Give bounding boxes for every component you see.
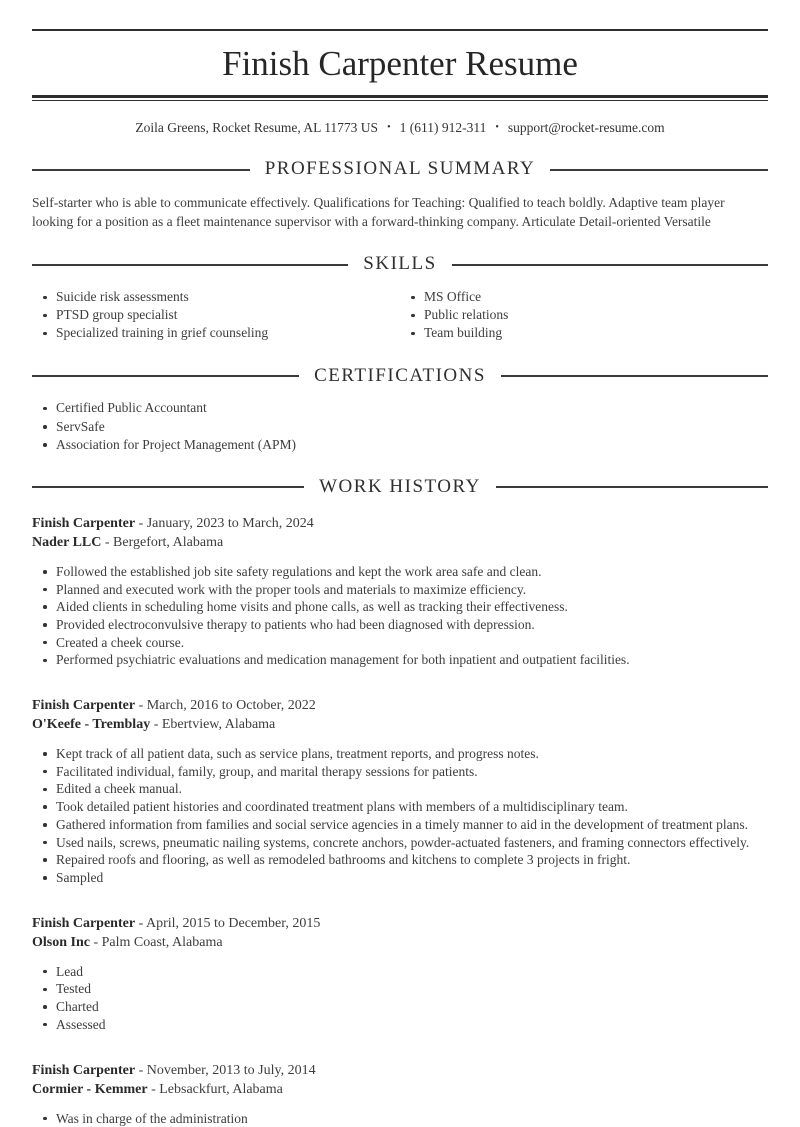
list-item-text: Lead (56, 964, 83, 979)
list-item-text: Charted (56, 999, 99, 1014)
heading-rule-right (501, 375, 768, 377)
contact-phone: 1 (611) 912-311 (400, 120, 487, 135)
list-item (400, 324, 768, 342)
job-company-line (32, 533, 768, 552)
certifications-list (32, 399, 768, 454)
bullet-icon (43, 641, 47, 645)
bullet-icon (43, 841, 47, 845)
dash-separator: - (150, 717, 162, 732)
bullet-icon (43, 425, 47, 429)
title-divider (32, 95, 768, 101)
heading-rule-right (550, 169, 768, 171)
summary-text: Self-starter who is able to communicate effectively. Qualifications for Teaching: Qualified to teach boldly. Adaptive team player looking for a position as a fleet maintenance supervisor with a forward-thinking company. Articulate Detail-oriented Versatile (32, 194, 768, 231)
job-title-line (32, 514, 768, 533)
job-dates: April, 2015 to December, 2015 (146, 916, 320, 931)
dash-separator: - (135, 698, 147, 713)
heading-rule-left (32, 169, 250, 171)
section-professional-summary (32, 158, 768, 231)
job-company-line (32, 933, 768, 952)
bullet-icon (43, 823, 47, 827)
list-item (32, 745, 768, 763)
list-item-text: Took detailed patient histories and coordinated treatment plans with members of a multidisciplinary team. (56, 799, 628, 814)
job-location: Bergefort, Alabama (113, 535, 223, 550)
list-item-text: Assessed (56, 1017, 106, 1032)
contact-name-address: Zoila Greens, Rocket Resume, AL 11773 US (135, 120, 378, 135)
job-entry (32, 514, 768, 669)
job-title-line (32, 1061, 768, 1080)
list-item (32, 418, 768, 436)
list-item-text: Team building (424, 325, 502, 340)
bullet-icon (43, 407, 47, 411)
bullet-icon (43, 570, 47, 574)
list-item-text: ServSafe (56, 419, 105, 434)
bullet-icon (43, 296, 47, 300)
heading-rule-right (496, 486, 768, 488)
heading-rule-left (32, 375, 299, 377)
list-item-text: Edited a cheek manual. (56, 781, 182, 796)
bullet-icon (43, 623, 47, 627)
dash-separator: - (90, 935, 102, 950)
list-item (32, 288, 400, 306)
list-item-text: PTSD group specialist (56, 307, 178, 322)
bullet-icon (43, 858, 47, 862)
list-item-text: Provided electroconvulsive therapy to patients who had been diagnosed with depression. (56, 617, 535, 632)
bullet-icon (411, 296, 415, 300)
job-company: Nader LLC (32, 535, 101, 550)
job-location: Lebsackfurt, Alabama (159, 1082, 283, 1097)
divider-thin-line (32, 100, 768, 101)
dash-separator: - (135, 916, 146, 931)
list-item-text: Public relations (424, 307, 508, 322)
bullet-icon (43, 1005, 47, 1009)
list-item (32, 816, 768, 834)
bullet-icon (43, 332, 47, 336)
job-company: O'Keefe - Tremblay (32, 717, 150, 732)
job-title-line (32, 696, 768, 715)
dot-separator-icon: • (495, 122, 499, 134)
list-item-text: Certified Public Accountant (56, 400, 207, 415)
list-item (32, 851, 768, 869)
dash-separator: - (135, 1063, 147, 1078)
job-title-line (32, 914, 768, 933)
job-dates: March, 2016 to October, 2022 (147, 698, 316, 713)
bullet-icon (43, 805, 47, 809)
list-item-text: Created a cheek course. (56, 635, 184, 650)
list-item (32, 1016, 768, 1034)
list-item (32, 998, 768, 1016)
list-item (32, 634, 768, 652)
list-item-text: MS Office (424, 289, 481, 304)
job-title: Finish Carpenter (32, 916, 135, 931)
section-work-history (32, 476, 768, 1127)
list-item-text: Used nails, screws, pneumatic nailing systems, concrete anchors, powder-actuated fasteners, and framing connectors effectively. (56, 835, 749, 850)
bullet-icon (43, 770, 47, 774)
list-item (32, 616, 768, 634)
bullet-icon (43, 970, 47, 974)
list-item (32, 436, 768, 454)
list-item (32, 581, 768, 599)
list-item-text: Association for Project Management (APM) (56, 437, 296, 452)
list-item (32, 563, 768, 581)
job-dates: January, 2023 to March, 2024 (147, 516, 314, 531)
dash-separator: - (148, 1082, 160, 1097)
job-location: Palm Coast, Alabama (102, 935, 223, 950)
list-item-text: Planned and executed work with the proper tools and materials to maximize efficiency. (56, 582, 526, 597)
list-item (32, 399, 768, 417)
list-item (400, 306, 768, 324)
bullet-icon (43, 443, 47, 447)
job-company-line (32, 715, 768, 734)
list-item-text: Specialized training in grief counseling (56, 325, 268, 340)
list-item (32, 980, 768, 998)
section-certifications (32, 365, 768, 454)
section-heading (32, 476, 768, 499)
list-item (32, 798, 768, 816)
bullet-icon (411, 332, 415, 336)
list-item (32, 324, 400, 342)
job-bullet-list (32, 963, 768, 1034)
job-company: Olson Inc (32, 935, 90, 950)
top-rule (32, 29, 768, 31)
job-entry (32, 1061, 768, 1127)
list-item-text: Performed psychiatric evaluations and medication management for both inpatient and outpatient facilities. (56, 652, 630, 667)
job-dates: November, 2013 to July, 2014 (147, 1063, 316, 1078)
list-item-text: Facilitated individual, family, group, and marital therapy sessions for patients. (56, 764, 478, 779)
bullet-icon (43, 788, 47, 792)
section-heading (32, 158, 768, 181)
job-entry (32, 696, 768, 887)
list-item-text: Repaired roofs and flooring, as well as remodeled bathrooms and kitchens to complete 3 projects in fright. (56, 852, 630, 867)
bullet-icon (411, 314, 415, 318)
heading-rule-left (32, 264, 348, 266)
job-bullet-list (32, 745, 768, 887)
page-title: Finish Carpenter Resume (32, 44, 768, 84)
list-item-text: Was in charge of the administration (56, 1111, 248, 1126)
list-item (32, 306, 400, 324)
list-item-text: Kept track of all patient data, such as service plans, treatment reports, and progress notes. (56, 746, 539, 761)
list-item-text: Sampled (56, 870, 103, 885)
job-company-line (32, 1080, 768, 1099)
list-item-text: Suicide risk assessments (56, 289, 189, 304)
list-item (32, 598, 768, 616)
section-heading (32, 365, 768, 388)
jobs-container (32, 514, 768, 1127)
bullet-icon (43, 605, 47, 609)
section-heading-text: WORK HISTORY (319, 476, 481, 499)
bullet-icon (43, 314, 47, 318)
section-heading (32, 253, 768, 276)
skills-columns (32, 288, 768, 343)
dot-separator-icon: • (387, 122, 391, 134)
heading-rule-right (452, 264, 768, 266)
job-title: Finish Carpenter (32, 1063, 135, 1078)
list-item (32, 780, 768, 798)
bullet-icon (43, 752, 47, 756)
skills-left-column (32, 288, 400, 343)
skills-list-right (400, 288, 768, 343)
contact-line (32, 120, 768, 136)
skills-right-column (400, 288, 768, 343)
resume-page (0, 29, 800, 1127)
list-item-text: Gathered information from families and social service agencies in a timely manner to aid in the development of treatment plans. (56, 817, 748, 832)
dash-separator: - (101, 535, 113, 550)
bullet-icon (43, 876, 47, 880)
section-skills (32, 253, 768, 342)
section-heading-text: SKILLS (363, 253, 436, 276)
list-item (32, 869, 768, 887)
list-item (32, 963, 768, 981)
job-entry (32, 914, 768, 1034)
bullet-icon (43, 1117, 47, 1121)
list-item (32, 1110, 768, 1127)
job-bullet-list (32, 563, 768, 669)
job-title: Finish Carpenter (32, 516, 135, 531)
list-item (32, 651, 768, 669)
divider-thick-line (32, 95, 768, 98)
bullet-icon (43, 588, 47, 592)
list-item-text: Followed the established job site safety regulations and kept the work area safe and clean. (56, 564, 541, 579)
job-title: Finish Carpenter (32, 698, 135, 713)
job-bullet-list (32, 1110, 768, 1127)
bullet-icon (43, 988, 47, 992)
skills-list-left (32, 288, 400, 343)
bullet-icon (43, 1023, 47, 1027)
section-heading-text: CERTIFICATIONS (314, 365, 486, 388)
contact-email: support@rocket-resume.com (508, 120, 665, 135)
certifications-block (32, 399, 768, 454)
list-item (32, 763, 768, 781)
list-item (400, 288, 768, 306)
section-heading-text: PROFESSIONAL SUMMARY (265, 158, 536, 181)
bullet-icon (43, 659, 47, 663)
job-company: Cormier - Kemmer (32, 1082, 148, 1097)
list-item-text: Aided clients in scheduling home visits and phone calls, as well as tracking their effectiveness. (56, 599, 568, 614)
list-item (32, 834, 768, 852)
list-item-text: Tested (56, 981, 91, 996)
dash-separator: - (135, 516, 147, 531)
job-location: Ebertview, Alabama (162, 717, 275, 732)
heading-rule-left (32, 486, 304, 488)
